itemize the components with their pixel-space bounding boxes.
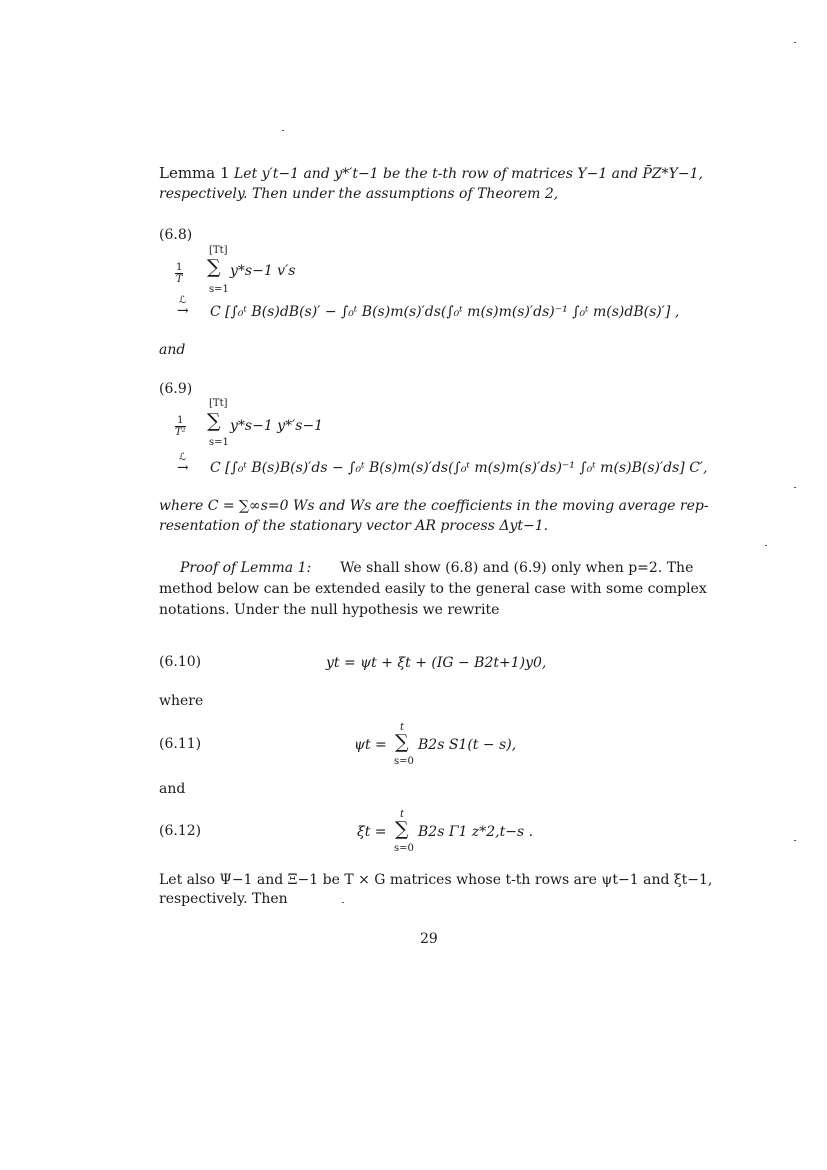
sum-lower-limit: s=0 — [394, 756, 414, 767]
proof-line2: method below can be extended easily to the general case with some complex — [159, 581, 707, 597]
scan-speck — [282, 130, 284, 131]
summation-sign: ∑ — [395, 731, 409, 753]
fraction-numerator: 1 — [175, 415, 186, 427]
convergence-arrow: → — [177, 303, 189, 319]
sum-lower-limit: s=0 — [394, 843, 414, 854]
final-line1: Let also Ψ−1 and Ξ−1 be T × G matrices whose t-th rows are ψt−1 and ξt−1, — [159, 872, 713, 888]
equation-label: (6.12) — [159, 823, 202, 839]
final-line2: respectively. Then — [159, 891, 288, 907]
sum-upper-limit: t — [400, 722, 405, 733]
scan-speck — [794, 840, 796, 841]
lemma-statement: Let y′t−1 and y*′t−1 be the t-th row of matrices Y−1 and P̄Z*Y−1, — [234, 166, 703, 182]
equation-lhs: ξt = — [357, 824, 387, 840]
scan-speck — [765, 545, 767, 546]
summation-sign: ∑ — [207, 256, 221, 278]
equation-label: (6.8) — [159, 227, 193, 243]
lemma-statement-line1 — [159, 164, 703, 184]
scan-speck — [794, 487, 796, 488]
equation-label: (6.11) — [159, 736, 202, 752]
equation-label: (6.10) — [159, 654, 202, 670]
sum-upper-limit: t — [400, 809, 405, 820]
convergence-symbol: ℒ — [179, 452, 187, 463]
where-line1: where C = ∑∞s=0 Ws and Ws are the coefficients in the moving average rep- — [159, 498, 709, 514]
limit-expression: C [∫₀ᵗ B(s)B(s)′ds − ∫₀ᵗ B(s)m(s)′ds(∫₀ᵗ m(s)m(s)′ds)⁻¹ ∫₀ᵗ m(s)B(s)′ds] C′, — [210, 460, 708, 476]
convergence-symbol: ℒ — [179, 295, 187, 306]
sum-summand: y*s−1 y*′s−1 — [230, 418, 324, 434]
proof-line3: notations. Under the null hypothesis we rewrite — [159, 602, 500, 618]
sum-upper-limit: [Tt] — [209, 398, 228, 409]
connector-where: where — [159, 693, 204, 709]
summation-sign: ∑ — [395, 818, 409, 840]
sum-summand: B2s Γ1 z*2,t−s . — [418, 824, 534, 840]
lemma-statement-line2: respectively. Then under the assumptions of Theorem 2, — [159, 186, 559, 202]
connector-and: and — [159, 781, 186, 797]
fraction-denominator: T² — [175, 427, 186, 438]
scan-speck — [342, 902, 344, 903]
equation-label: (6.9) — [159, 381, 193, 397]
fraction-denominator: T — [175, 274, 183, 285]
fraction — [175, 262, 183, 285]
equation-body: yt = ψt + ξt + (IG − B2t+1)y0, — [326, 655, 547, 671]
scan-speck — [794, 42, 796, 43]
proof-title: Proof of Lemma 1: — [180, 560, 312, 576]
sum-upper-limit: [Tt] — [209, 245, 228, 256]
fraction — [175, 415, 186, 438]
summation-sign: ∑ — [207, 410, 221, 432]
convergence-arrow: → — [177, 460, 189, 476]
page-number: 29 — [420, 931, 438, 947]
sum-lower-limit: s=1 — [209, 284, 229, 295]
fraction-numerator: 1 — [176, 262, 183, 273]
connector-and: and — [159, 342, 186, 358]
proof-text: We shall show (6.8) and (6.9) only when p=2. The — [340, 560, 694, 576]
limit-expression: C [∫₀ᵗ B(s)dB(s)′ − ∫₀ᵗ B(s)m(s)′ds(∫₀ᵗ m(s)m(s)′ds)⁻¹ ∫₀ᵗ m(s)dB(s)′] , — [210, 304, 680, 320]
sum-lower-limit: s=1 — [209, 437, 229, 448]
sum-summand: y*s−1 v′s — [230, 263, 296, 279]
lemma-title: Lemma 1 — [159, 164, 230, 182]
where-line2: resentation of the stationary vector AR process Δyt−1. — [159, 518, 549, 534]
equation-lhs: ψt = — [354, 737, 387, 753]
sum-summand: B2s S1(t − s), — [418, 737, 517, 753]
proof-line1 — [180, 559, 693, 578]
